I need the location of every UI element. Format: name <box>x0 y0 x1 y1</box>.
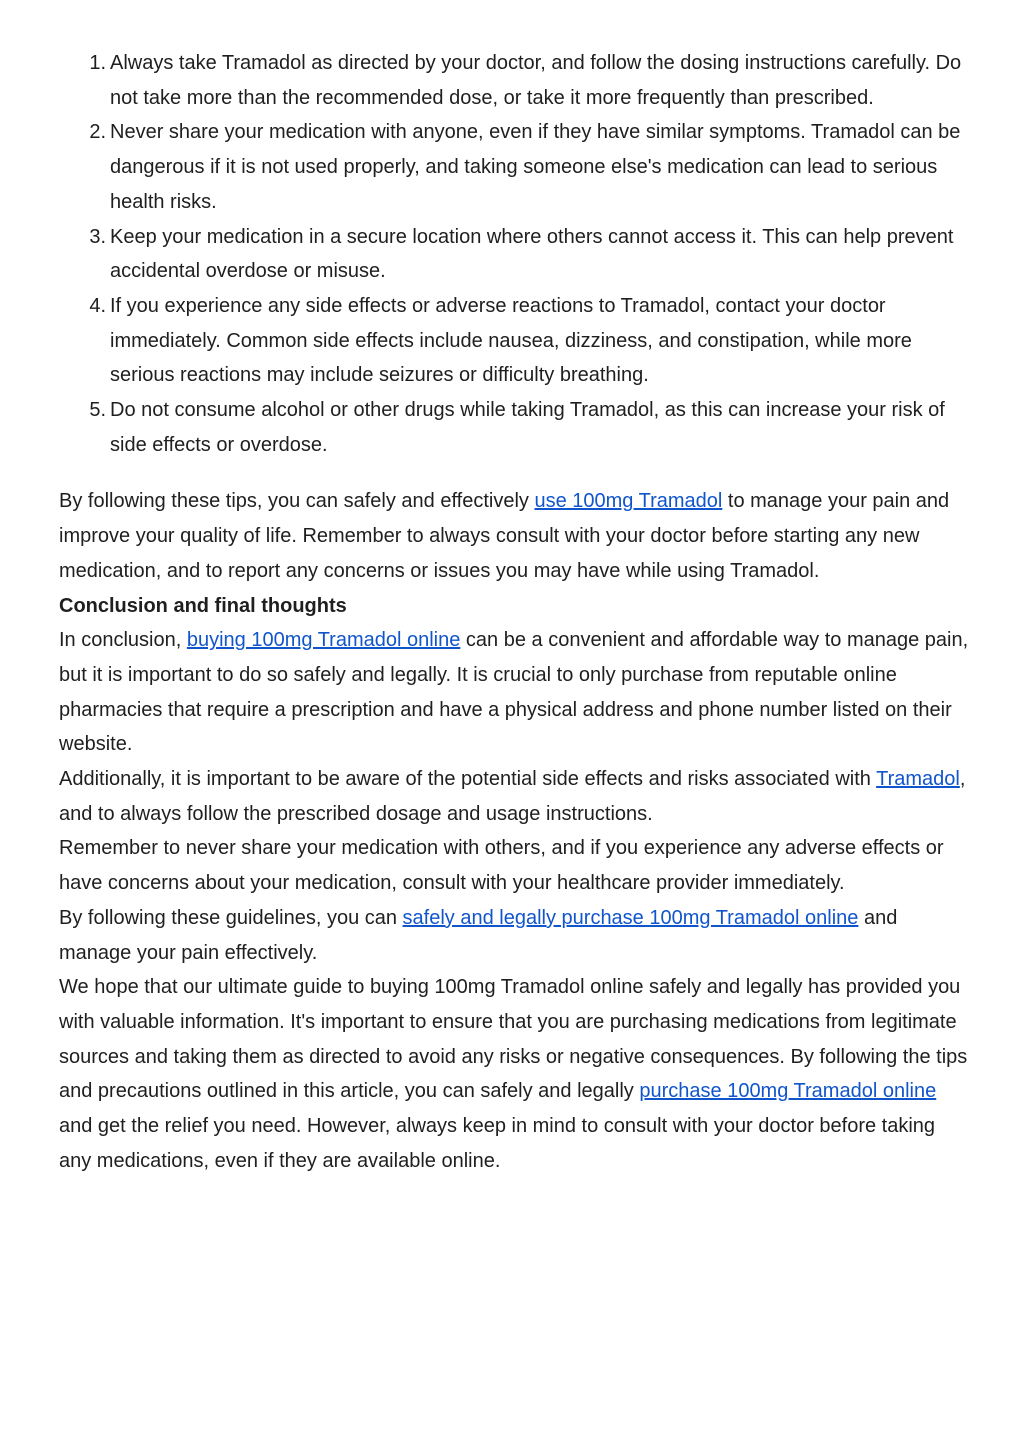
conclusion-heading: Conclusion and final thoughts <box>59 594 347 617</box>
purchase-tramadol-online-link[interactable]: purchase 100mg Tramadol online <box>639 1080 937 1103</box>
paragraph-text-after: and manage your pain effectively. <box>59 906 898 964</box>
tip-text: Keep your medication in a secure location where others cannot access it. This can help prevent accidental overdose or misuse. <box>110 225 954 283</box>
tips-list <box>59 46 971 462</box>
tip-text: Do not consume alcohol or other drugs while taking Tramadol, as this can increase your risk of side effects or overdose. <box>110 399 945 456</box>
paragraph-text-before: We hope that our ultimate guide to buying 100mg Tramadol online safely and legally has provided you with valuable information. It's important to ensure that you are purchasing medications from legitimate sources and taking them as directed to avoid any risks or negative consequences. By following the tips and precautions outlined in this article, you can safely and legally <box>59 976 968 1103</box>
tip-text: Always take Tramadol as directed by your doctor, and follow the dosing instructions carefully. Do not take more than the recommended dose, or take it more frequently than prescribed. <box>110 52 962 109</box>
conclusion-paragraph-2 <box>59 762 971 831</box>
buying-tramadol-online-link[interactable]: buying 100mg Tramadol online <box>186 629 461 652</box>
conclusion-paragraph-5 <box>59 970 971 1178</box>
paragraph-text-before: By following these guidelines, you can <box>59 906 403 929</box>
tramadol-link[interactable]: Tramadol <box>876 768 960 791</box>
list-item <box>110 115 971 219</box>
list-item <box>110 289 971 393</box>
paragraph-text-after: and get the relief you need. However, always keep in mind to consult with your doctor before taking any medications, even if they are available online. <box>59 1115 936 1172</box>
summary-text-before: By following these tips, you can safely and effectively <box>59 490 535 513</box>
conclusion-paragraph-1 <box>59 623 971 762</box>
paragraph-text-after: can be a convenient and affordable way to manage pain, but it is important to do so safely and legally. It is crucial to only purchase from reputable online pharmacies that require a prescription and have a physical address and phone number listed on their website. <box>59 629 969 756</box>
summary-text-after: to manage your pain and improve your quality of life. Remember to always consult with your doctor before starting any new medication, and to report any concerns or issues you may have while using Tramadol. <box>59 490 950 582</box>
tip-text: If you experience any side effects or adverse reactions to Tramadol, contact your doctor immediately. Common side effects include nausea, dizziness, and constipation, while more serious reactions may include seizures or difficulty breathing. <box>110 294 912 387</box>
use-100mg-tramadol-link[interactable]: use 100mg Tramadol <box>534 490 723 513</box>
conclusion-paragraph-3: Remember to never share your medication with others, and if you experience any adverse effects or have concerns about your medication, consult with your healthcare provider immediately. <box>59 837 944 895</box>
conclusion-paragraph-4 <box>59 901 971 970</box>
paragraph-text-before: In conclusion, <box>59 629 187 652</box>
tip-text: Never share your medication with anyone, even if they have similar symptoms. Tramadol can be dangerous if it is not used properly, and taking someone else's medication can lead to serious health risks. <box>110 121 961 213</box>
paragraph-text-before: Additionally, it is important to be aware of the potential side effects and risks associated with <box>59 768 877 791</box>
summary-paragraph <box>59 484 971 588</box>
list-item <box>110 393 971 462</box>
document-page <box>59 46 971 1179</box>
list-item <box>110 220 971 289</box>
safely-legally-purchase-link[interactable]: safely and legally purchase 100mg Tramadol online <box>402 906 859 929</box>
list-item <box>110 46 971 115</box>
paragraph-text-after: , and to always follow the prescribed dosage and usage instructions. <box>59 768 966 825</box>
